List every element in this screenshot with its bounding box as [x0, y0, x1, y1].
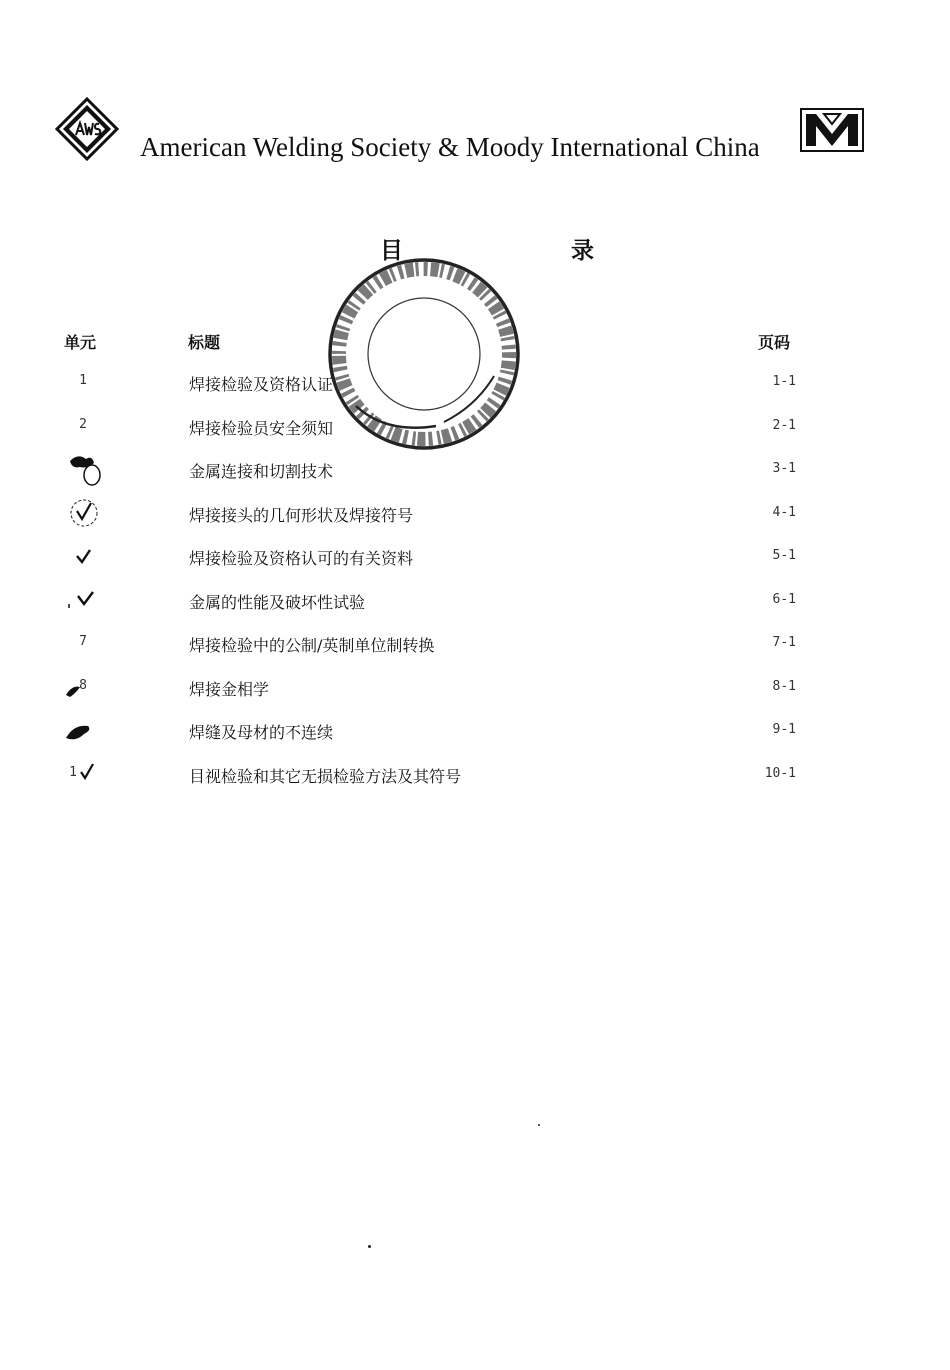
company-seal-stamp: [326, 256, 522, 452]
page-number: 10-1: [764, 765, 796, 781]
unit-number: 1: [69, 764, 77, 780]
page-number: 9-1: [772, 722, 796, 737]
ink-scribble-mark: [64, 451, 104, 491]
toc-row: [0, 669, 950, 713]
toc-row: [0, 756, 950, 800]
organization-name: American Welding Society & Moody International China: [140, 132, 760, 162]
toc-row: [0, 495, 950, 539]
column-header-page: 页码: [758, 333, 791, 352]
unit-title: 金属的性能及破坏性试验: [189, 592, 366, 612]
page-number: 8-1: [772, 678, 796, 694]
page-number: 4-1: [772, 504, 796, 520]
checkmark-icon: [64, 538, 104, 578]
toc-row: [0, 451, 950, 495]
checkmark-icon: [64, 582, 104, 622]
unit-title: 焊接检验及资格认证: [189, 375, 334, 394]
scan-speck: [538, 1124, 540, 1126]
unit-title: 焊接检验员安全须知: [189, 418, 334, 438]
toc-row: [0, 582, 950, 626]
page-number: 7-1: [772, 635, 796, 650]
unit-title: 金属连接和切割技术: [189, 462, 334, 481]
ink-scribble-mark: [64, 712, 104, 752]
column-header-title: 标题: [188, 333, 221, 352]
page-number: 2-1: [772, 417, 796, 433]
document-header: [0, 0, 950, 200]
unit-title: 焊接检验中的公制/英制单位制转换: [189, 636, 435, 655]
mi-logo: [800, 108, 864, 152]
unit-title: 目视检验和其它无损检验方法及其符号: [189, 766, 462, 786]
unit-number: 1: [79, 373, 87, 388]
unit-number: 8: [79, 677, 87, 693]
page-number: 5-1: [772, 548, 796, 563]
aws-diamond-logo: [55, 97, 119, 161]
unit-title: 焊接金相学: [189, 679, 270, 699]
page-number: 3-1: [772, 461, 796, 476]
unit-title: 焊接接头的几何形状及焊接符号: [189, 505, 414, 525]
unit-number: 2: [79, 416, 87, 432]
column-header-unit: 单元: [64, 333, 97, 352]
page-number: 6-1: [772, 591, 796, 607]
unit-number: 7: [79, 634, 87, 649]
toc-title: 目 录: [380, 238, 675, 264]
toc-row: [0, 625, 950, 669]
toc-row: [0, 712, 950, 756]
unit-title: 焊接检验及资格认可的有关资料: [189, 549, 414, 568]
checkmark-circle-mark: [64, 495, 104, 535]
page-number: 1-1: [772, 374, 796, 389]
scan-speck: [368, 1245, 371, 1248]
toc-row: [0, 538, 950, 582]
unit-title: 焊缝及母材的不连续: [189, 723, 334, 742]
